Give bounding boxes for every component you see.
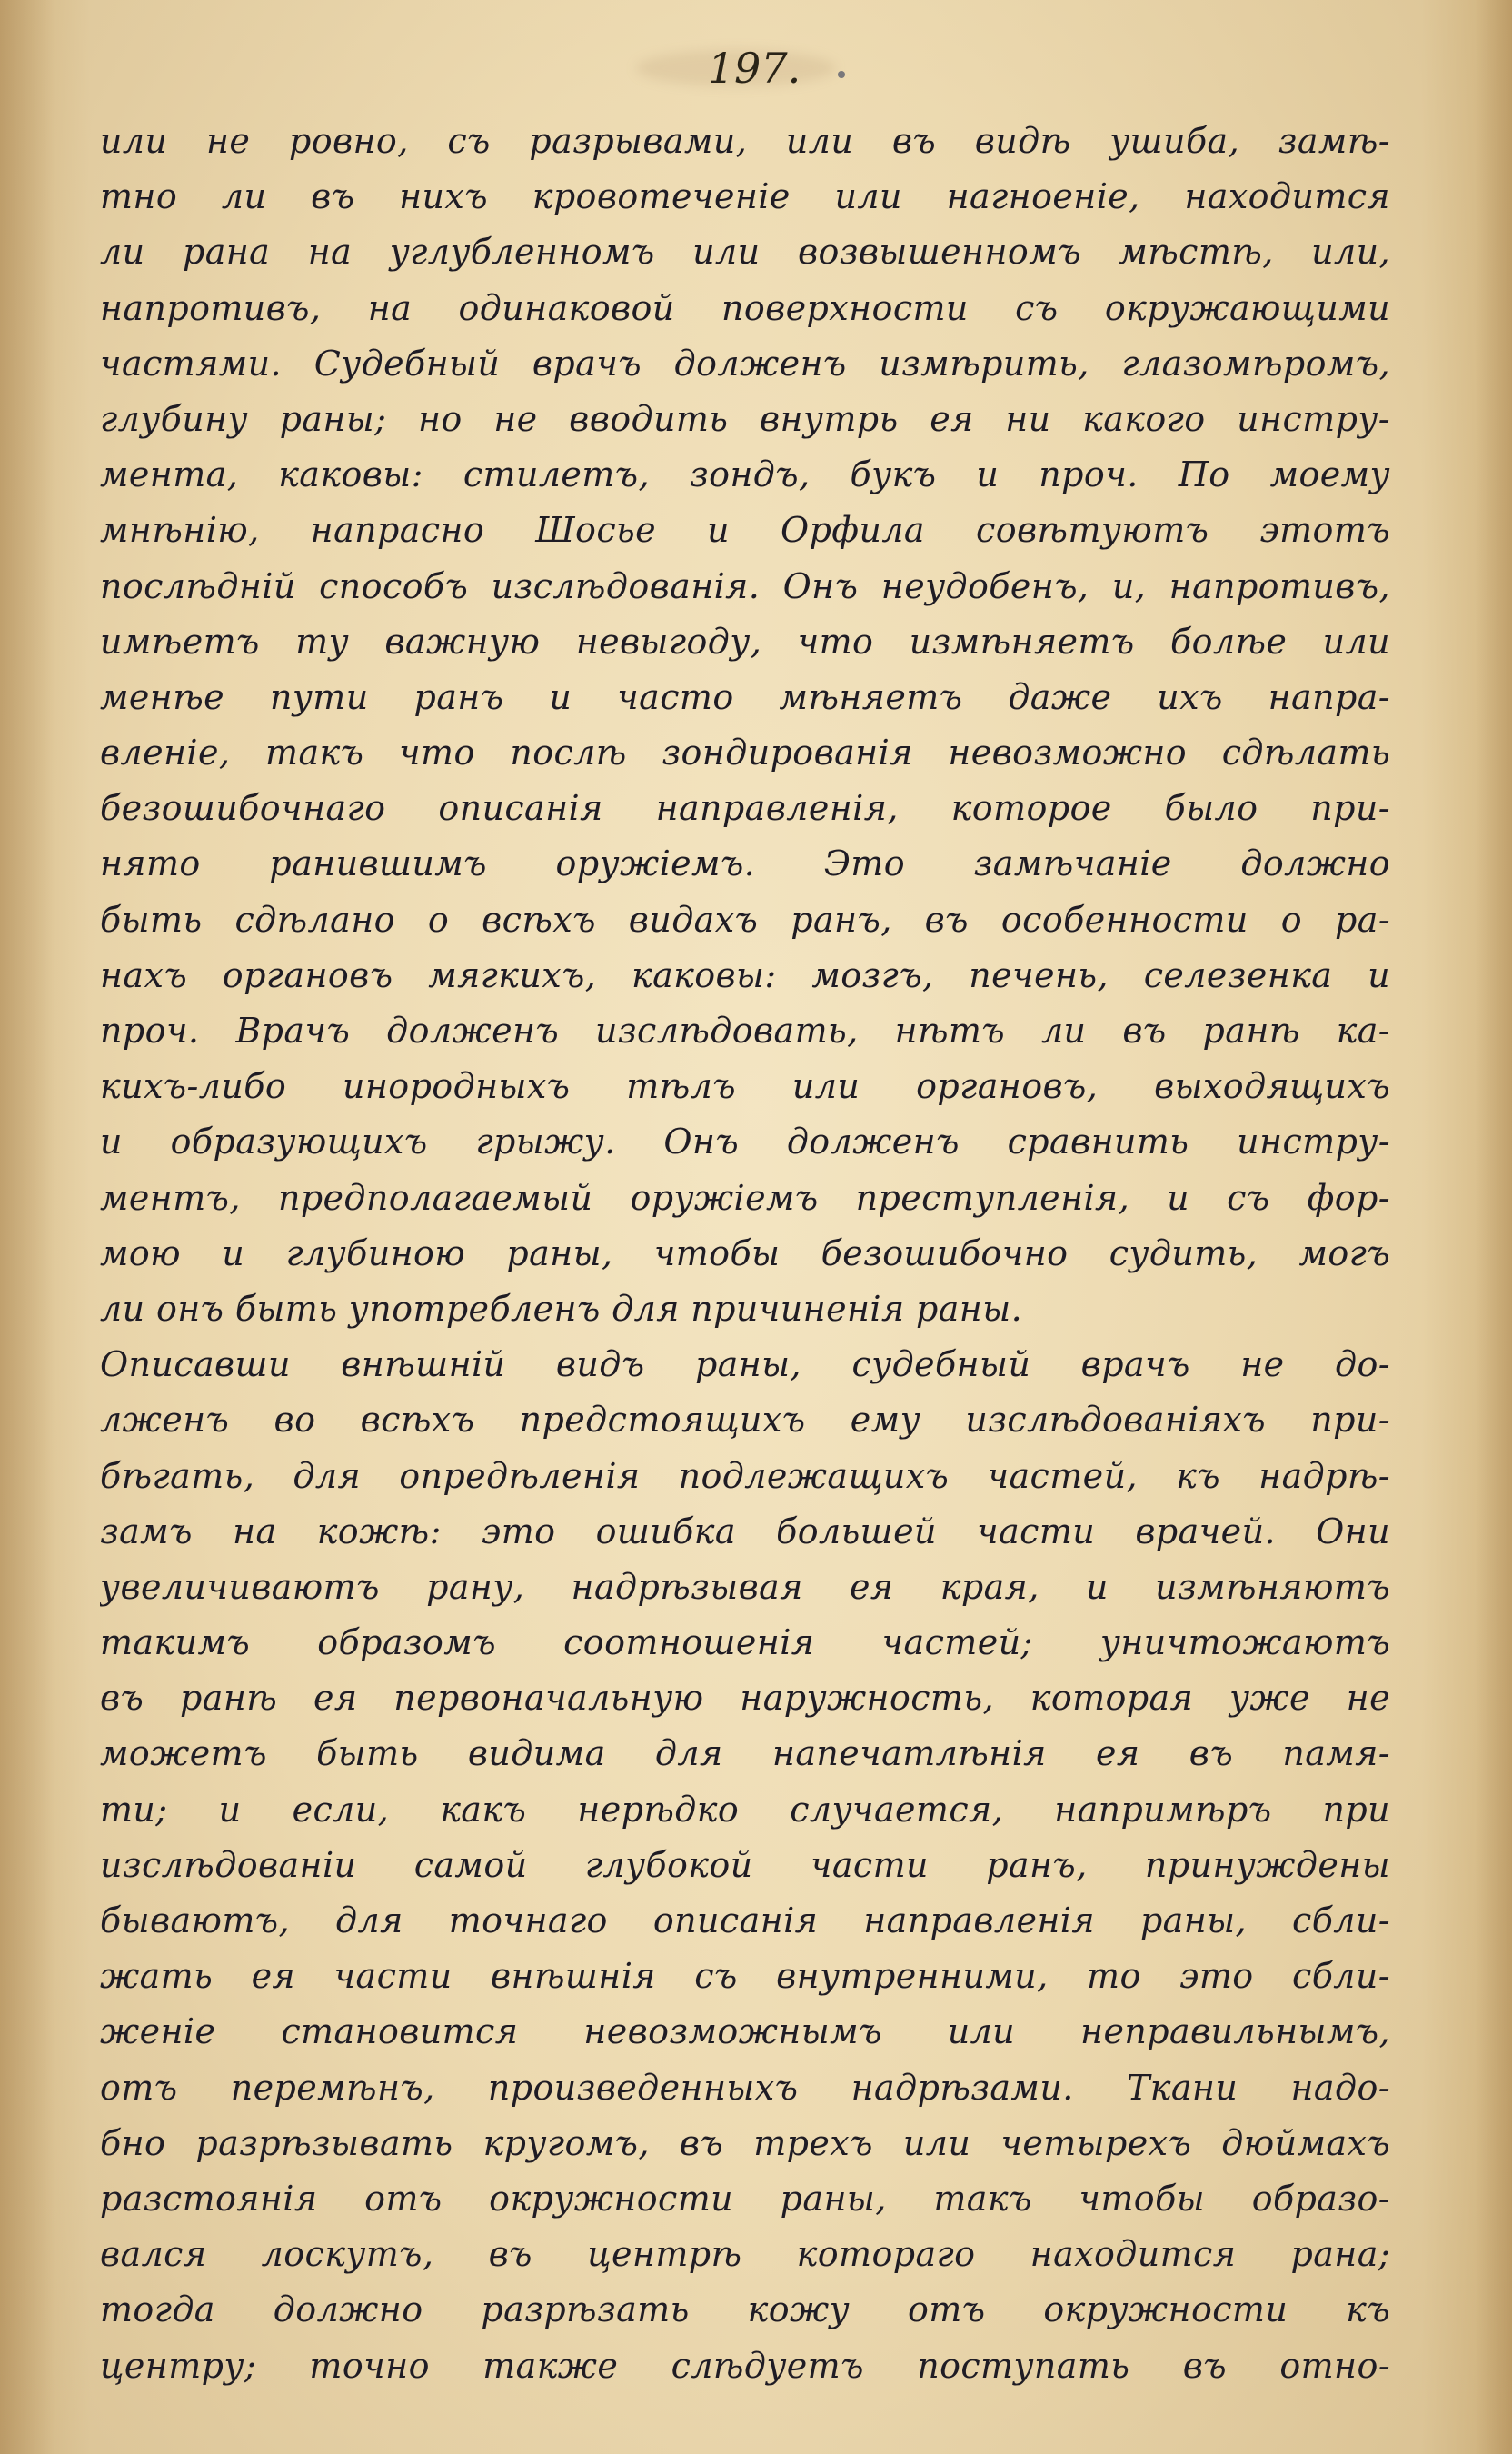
- text-line: лженъ во всѣхъ предстоящихъ ему изслѣдованіяхъ при-: [100, 1400, 1390, 1441]
- text-line: бываютъ, для точнаго описанія направленія раны, сбли-: [100, 1900, 1390, 1940]
- text-line: замъ на кожѣ: это ошибка большей части врачей. Они: [100, 1511, 1390, 1551]
- page-edge-shadow-right: [1476, 0, 1512, 2454]
- ink-dot: [838, 71, 845, 78]
- text-line: частями. Судебный врачъ долженъ измѣрить, глазомѣромъ,: [100, 343, 1390, 384]
- text-line: мою и глубиною раны, чтобы безошибочно судить, могъ: [100, 1232, 1390, 1273]
- text-line: ли онъ быть употребленъ для причиненія раны.: [100, 1288, 1023, 1329]
- text-line: нято ранившимъ оружіемъ. Это замѣчаніе должно: [100, 843, 1390, 884]
- text-line: вался лоскутъ, въ центрѣ котораго находится рана;: [100, 2234, 1390, 2275]
- page-edge-shadow-left: [0, 0, 55, 2454]
- text-line: отъ перемѣнъ, произведенныхъ надрѣзами. Ткани надо-: [100, 2067, 1390, 2108]
- text-line: безошибочнаго описанія направленія, которое было при-: [100, 788, 1390, 829]
- text-line: ли рана на углубленномъ или возвышенномъ мѣстѣ, или,: [100, 232, 1390, 273]
- text-line: тогда должно разрѣзать кожу отъ окружности къ: [100, 2289, 1390, 2330]
- text-line: вленіе, такъ что послѣ зондированія невозможно сдѣлать: [100, 733, 1390, 773]
- text-line: тно ли въ нихъ кровотеченіе или нагноеніе, находится: [100, 176, 1390, 217]
- text-line: нахъ органовъ мягкихъ, каковы: мозгъ, печень, селезенка и: [100, 954, 1390, 995]
- text-line: бѣгать, для опредѣленія подлежащихъ частей, къ надрѣ-: [100, 1455, 1390, 1496]
- text-line: мента, каковы: стилетъ, зондъ, букъ и проч. По моему: [100, 454, 1390, 495]
- text-line: бно разрѣзывать кругомъ, въ трехъ или четырехъ дюймахъ: [100, 2122, 1390, 2163]
- text-line: разстоянія отъ окружности раны, такъ чтобы образо-: [100, 2178, 1390, 2219]
- text-line: глубину раны; но не вводить внутрь ея ни какого инстру-: [100, 398, 1390, 439]
- text-line: ти; и если, какъ нерѣдко случается, напримѣръ при: [100, 1789, 1390, 1830]
- text-line: центру; точно также слѣдуетъ поступать въ отно-: [100, 2345, 1390, 2386]
- text-line: и образующихъ грыжу. Онъ долженъ сравнить инстру-: [100, 1122, 1390, 1162]
- page-number: 197.: [707, 44, 801, 93]
- text-line: или не ровно, съ разрывами, или въ видѣ ушиба, замѣ-: [100, 121, 1390, 161]
- text-line: жать ея части внѣшнія съ внутренними, то это сбли-: [100, 1956, 1390, 1997]
- text-line: Описавши внѣшній видъ раны, судебный врачъ не до-: [100, 1344, 1390, 1385]
- text-line: въ ранѣ ея первоначальную наружность, которая уже не: [100, 1678, 1390, 1719]
- text-line: ментъ, предполагаемый оружіемъ преступленія, и съ фор-: [100, 1177, 1390, 1218]
- text-line: такимъ образомъ соотношенія частей; уничтожаютъ: [100, 1622, 1390, 1663]
- text-line: напротивъ, на одинаковой поверхности съ окружающими: [100, 287, 1390, 328]
- text-line: менѣе пути ранъ и часто мѣняетъ даже ихъ напра-: [100, 676, 1390, 717]
- text-line: мнѣнію, напрасно Шосье и Орфила совѣтуютъ этотъ: [100, 510, 1390, 551]
- text-line: изслѣдованіи самой глубокой части ранъ, принуждены: [100, 1844, 1390, 1885]
- text-line: быть сдѣлано о всѣхъ видахъ ранъ, въ особенности о ра-: [100, 899, 1390, 940]
- text-line: можетъ быть видима для напечатлѣнія ея въ памя-: [100, 1733, 1390, 1774]
- text-line: имѣетъ ту важную невыгоду, что измѣняетъ болѣе или: [100, 621, 1390, 662]
- text-line: кихъ-либо инородныхъ тѣлъ или органовъ, выходящихъ: [100, 1066, 1390, 1107]
- text-line: проч. Врачъ долженъ изслѣдовать, нѣтъ ли въ ранѣ ка-: [100, 1011, 1390, 1051]
- text-line: увеличиваютъ рану, надрѣзывая ея края, и измѣняютъ: [100, 1566, 1390, 1607]
- text-line: послѣдній способъ изслѣдованія. Онъ неудобенъ, и, напротивъ,: [100, 565, 1390, 606]
- handwritten-text-block: [100, 114, 1390, 2394]
- text-line: женіе становится невозможнымъ или неправильнымъ,: [100, 2011, 1390, 2052]
